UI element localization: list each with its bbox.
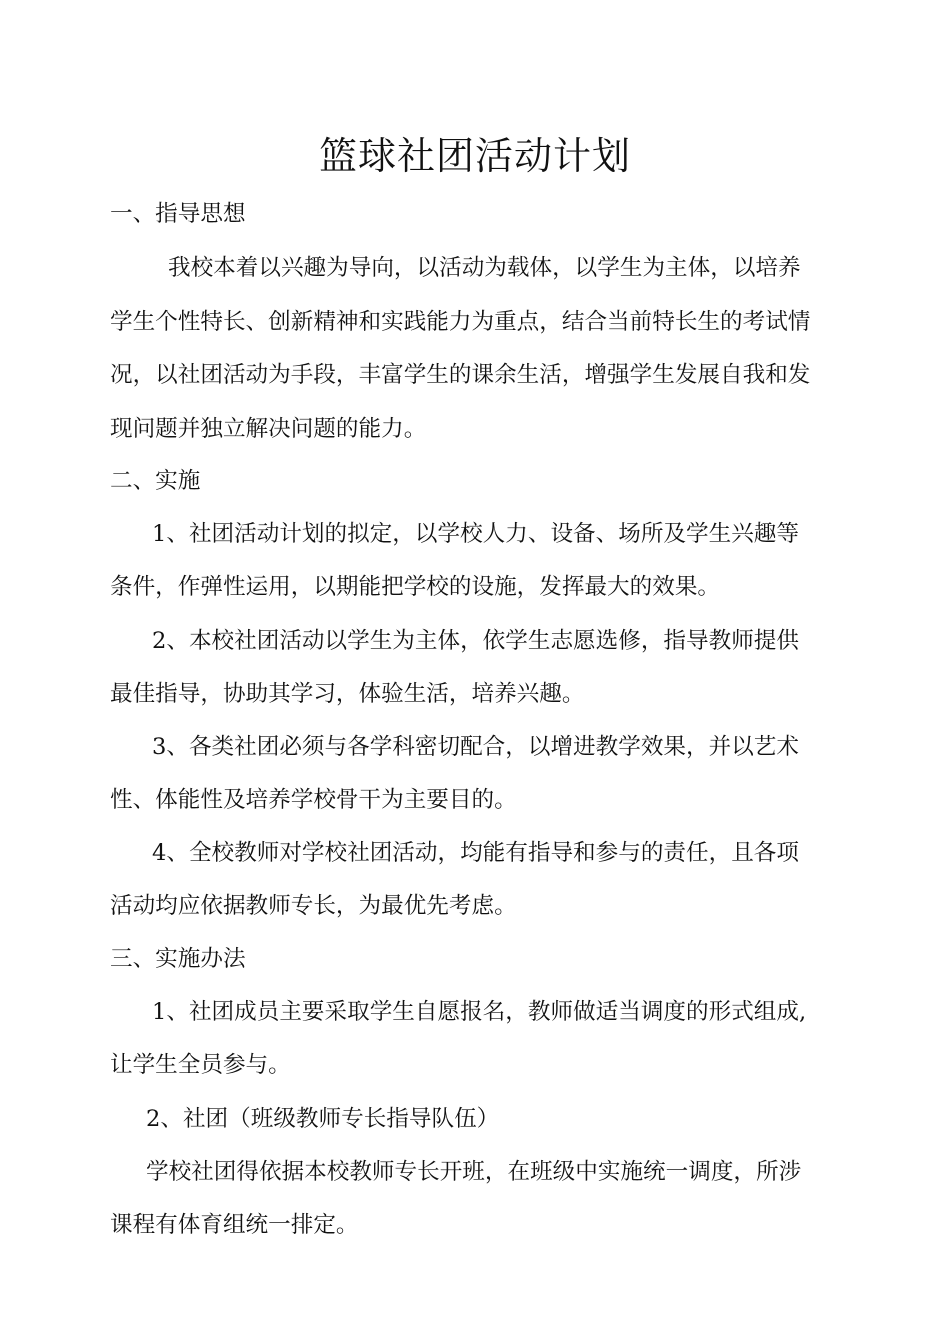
- list-item-line: 让学生全员参与。: [110, 1052, 291, 1078]
- paragraph-line: 现问题并独立解决问题的能力。: [110, 416, 427, 442]
- list-item-line: 最佳指导，协助其学习，体验生活，培养兴趣。: [110, 681, 585, 707]
- paragraph-line: 我校本着以兴趣为导向，以活动为载体，以学生为主体，以培养: [168, 255, 801, 281]
- list-item-line: 1、社团成员主要采取学生自愿报名，教师做适当调度的形式组成,: [152, 999, 807, 1025]
- section-heading-methods: 三、实施办法: [110, 946, 246, 972]
- section-heading-implementation: 二、实施: [110, 468, 201, 494]
- list-item-line: 条件，作弹性运用，以期能把学校的设施，发挥最大的效果。: [110, 574, 721, 600]
- paragraph-line: 课程有体育组统一排定。: [110, 1212, 359, 1238]
- paragraph-line: 学生个性特长、创新精神和实践能力为重点，结合当前特长生的考试情: [110, 309, 811, 335]
- paragraph-line: 况，以社团活动为手段，丰富学生的课余生活，增强学生发展自我和发: [110, 362, 811, 388]
- section-heading-guiding-thought: 一、指导思想: [110, 201, 246, 227]
- list-item-line: 1、社团活动计划的拟定，以学校人力、设备、场所及学生兴趣等: [152, 521, 799, 547]
- list-item-line: 3、各类社团必须与各学科密切配合，以增进教学效果，并以艺术: [152, 734, 799, 760]
- list-item-line: 性、体能性及培养学校骨干为主要目的。: [110, 787, 517, 813]
- list-item-line: 4、全校教师对学校社团活动，均能有指导和参与的责任，且各项: [152, 840, 799, 866]
- list-item-line: 2、社团（班级教师专长指导队伍）: [146, 1106, 500, 1132]
- document-title: 篮球社团活动计划: [318, 134, 631, 178]
- paragraph-line: 学校社团得依据本校教师专长开班，在班级中实施统一调度，所涉: [146, 1159, 802, 1185]
- list-item-line: 2、本校社团活动以学生为主体，依学生志愿选修，指导教师提供: [152, 628, 799, 654]
- list-item-line: 活动均应依据教师专长，为最优先考虑。: [110, 893, 517, 919]
